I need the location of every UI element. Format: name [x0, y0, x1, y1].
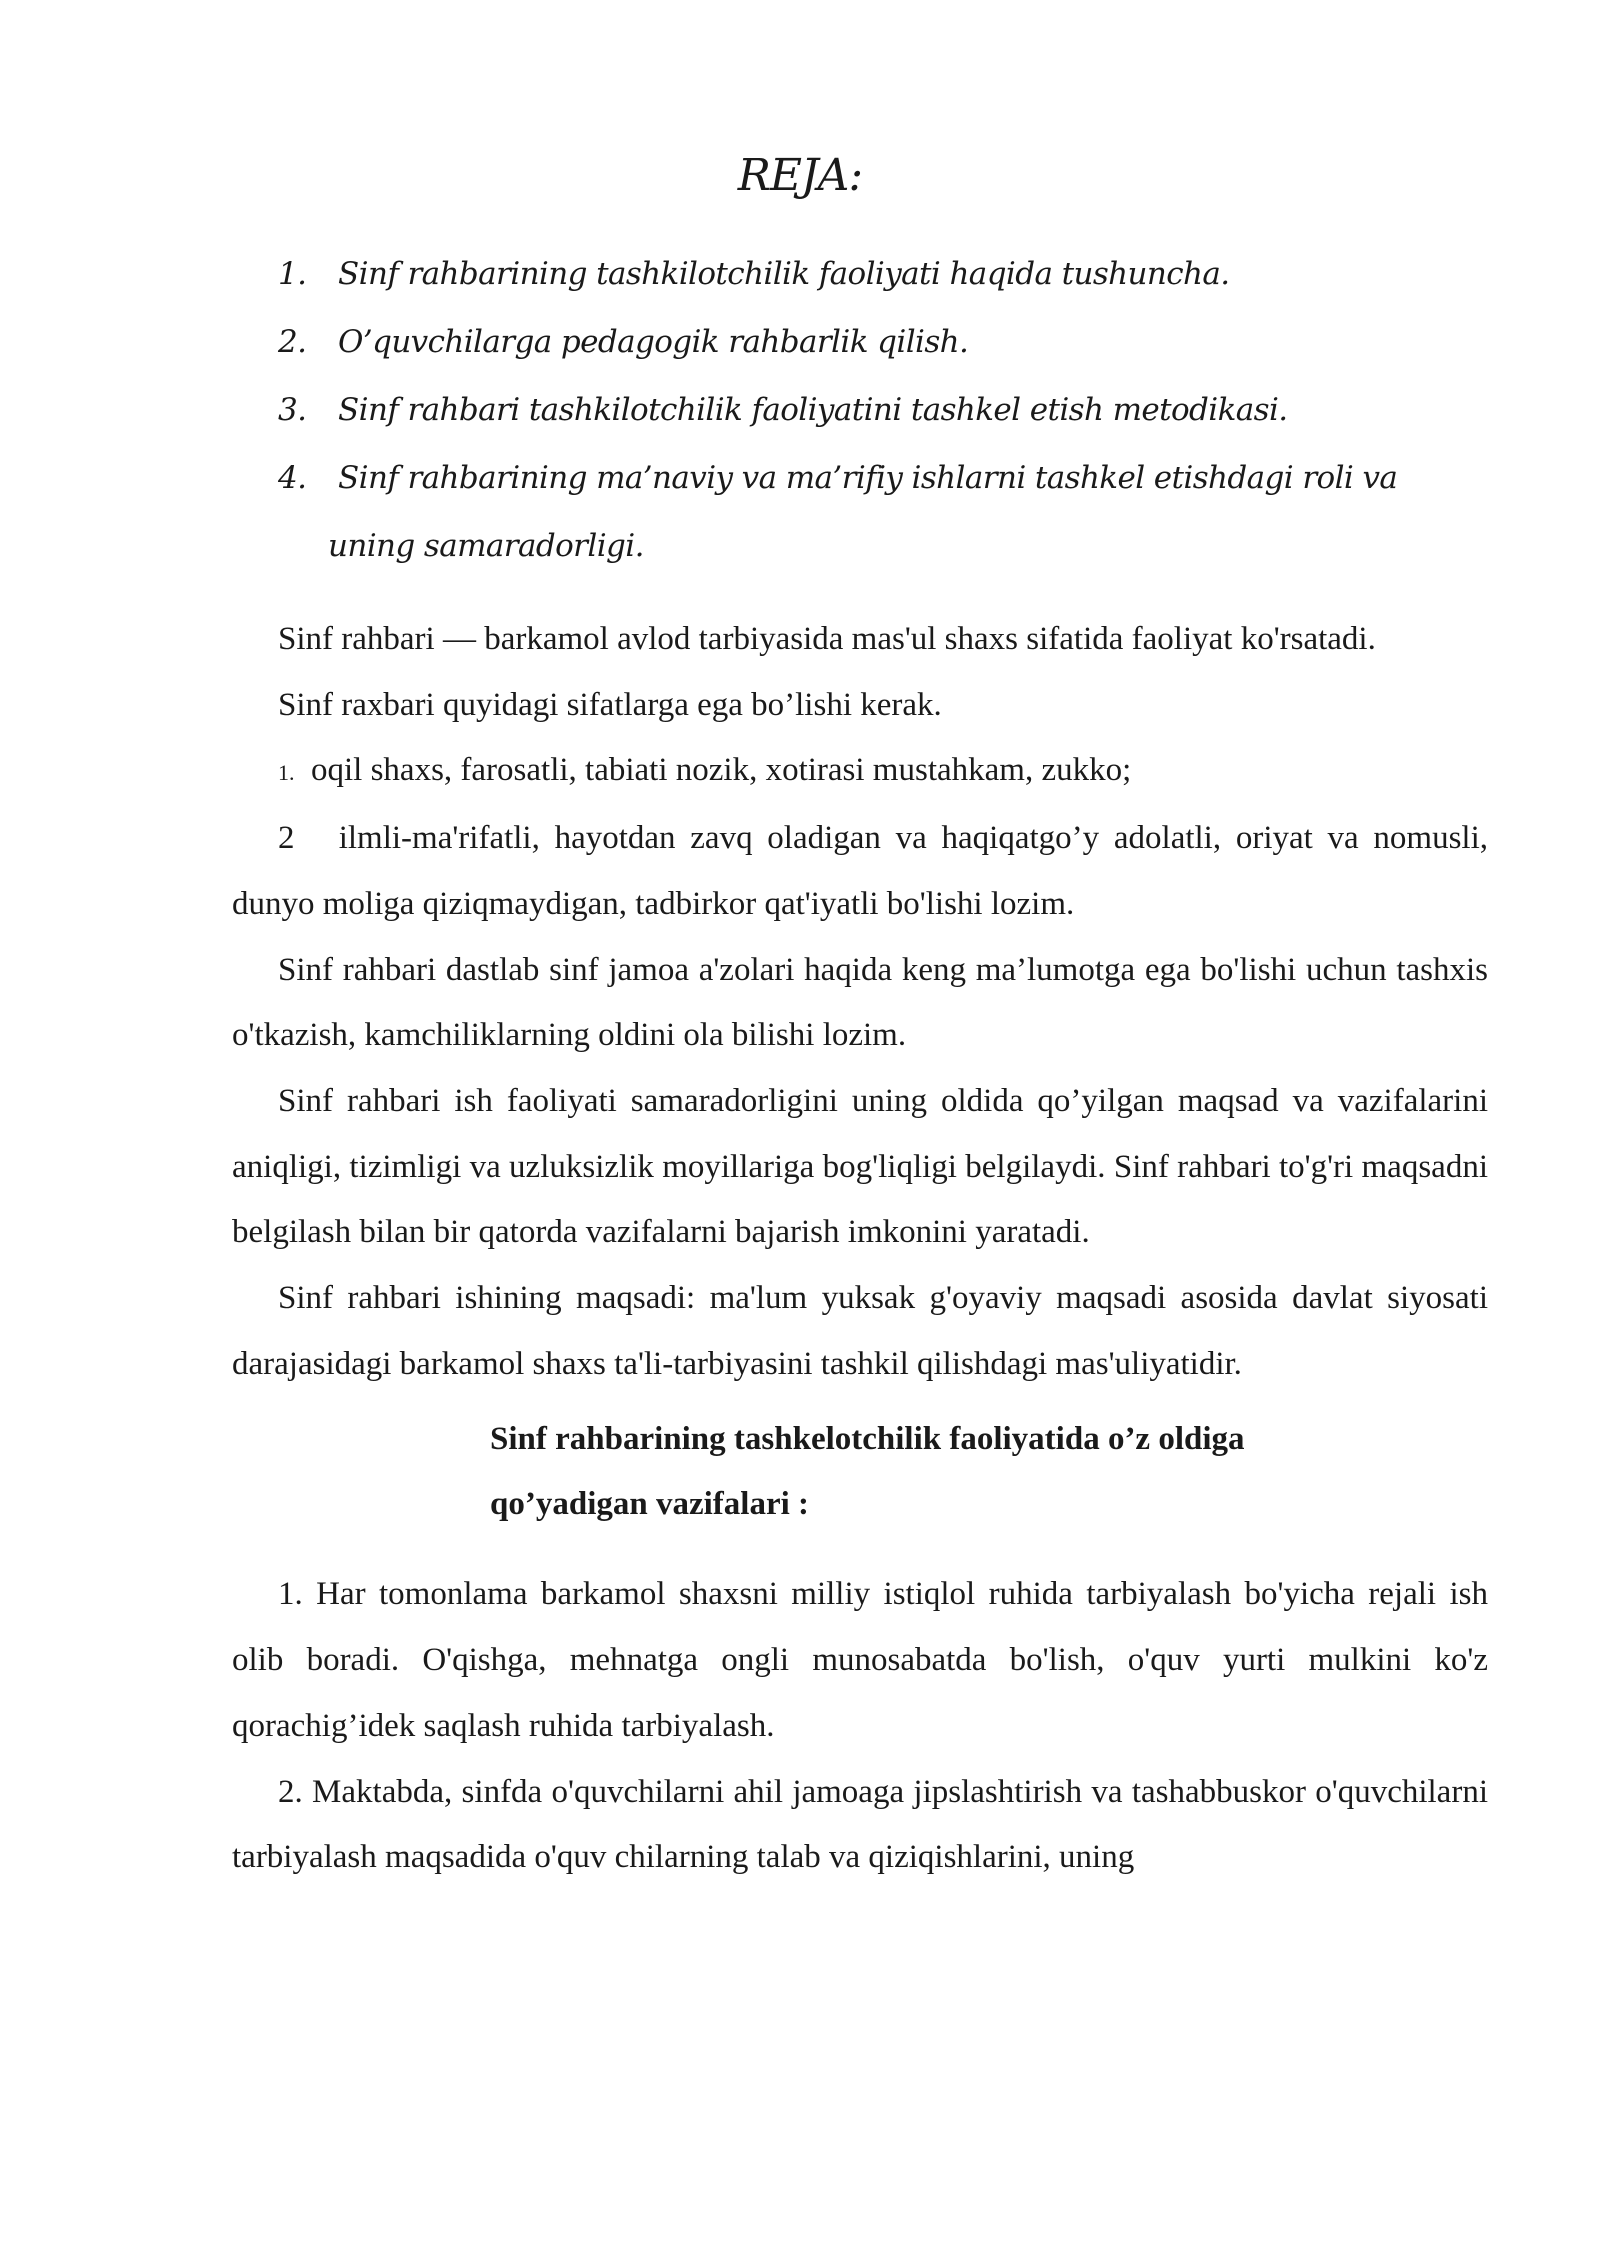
plan-item-text: Sinf rahbarining ma’naviy va ma’rifiy ishlarni tashkel etishdagi roli va: [338, 460, 1398, 496]
numbered-paragraph: [232, 738, 1488, 806]
page-title: REJA:: [737, 150, 863, 201]
plan-item: [278, 444, 1498, 512]
plan-item-text: Sinf rahbari tashkilotchilik faoliyatini tashkel etish metodikasi.: [338, 392, 1288, 428]
plan-list: [278, 240, 1498, 580]
paragraph-text: ilmli-ma'rifatli, hayotdan zavq oladigan va haqiqatgo’y adolatli, oriyat va nomusli, dunyo moliga qiziqmaydigan, tadbirkor qat'iyatli bo'lishi lozim.: [232, 820, 1489, 922]
section-heading: [232, 1407, 1488, 1537]
section-heading-line: qo’yadigan vazifalari :: [490, 1486, 809, 1523]
plan-item-number: 3.: [278, 392, 307, 428]
document-body: [232, 607, 1488, 1891]
paragraph: Sinf rahbari dastlab sinf jamoa a'zolari haqida keng ma’lumotga ega bo'lishi uchun tashxis o'tkazish, kamchiliklarning oldini ola bilishi lozim.: [232, 951, 1488, 1054]
paragraph: Sinf rahbari — barkamol avlod tarbiyasida mas'ul shaxs sifatida faoliyat ko'rsatadi.: [278, 621, 1376, 657]
paragraph: Sinf rahbari ish faoliyati samaradorligini uning oldida qo’yilgan maqsad va vazifalarini aniqligi, tizimligi va uzluksizlik moyillariga bog'liqligi belgilaydi. Sinf rahbari to'g'ri maqsadni belgilash bilan bir qatorda vazifalarni bajarish imkonini yaratadi.: [232, 1082, 1488, 1251]
numbered-paragraph: [232, 806, 1488, 937]
plan-item-number: 2.: [278, 324, 307, 360]
plan-item-number: 1.: [278, 256, 307, 292]
paragraph-text: oqil shaxs, farosatli, tabiati nozik, xotirasi mustahkam, zukko;: [311, 752, 1132, 789]
plan-item-text: Sinf rahbarining tashkilotchilik faoliyati haqida tushuncha.: [338, 256, 1230, 292]
paragraph-number: 1.: [278, 760, 295, 786]
paragraph-number: 2: [278, 820, 295, 857]
plan-item: [278, 240, 1498, 308]
plan-item-continuation-text: uning samaradorligi.: [328, 528, 644, 564]
plan-item: [278, 376, 1498, 444]
plan-item: [278, 308, 1498, 376]
plan-item-continuation: [278, 512, 1498, 580]
task-paragraph: 1. Har tomonlama barkamol shaxsni milliy istiqlol ruhida tarbiyalash bo'yicha rejali ish olib boradi. O'qishga, mehnatga ongli munosabatda bo'lish, o'quv yurti mulkini ko'z qorachig’idek saqlash ruhida tarbiyalash.: [232, 1576, 1488, 1744]
plan-item-number: 4.: [278, 460, 307, 496]
paragraph: Sinf rahbari ishining maqsadi: ma'lum yuksak g'oyaviy maqsadi asosida davlat siyosati darajasidagi barkamol shaxs ta'li-tarbiyasini tashkil qilishdagi mas'uliyatidir.: [232, 1280, 1488, 1382]
paragraph: Sinf raxbari quyidagi sifatlarga ega bo’lishi kerak.: [278, 686, 942, 723]
plan-item-text: O’quvchilarga pedagogik rahbarlik qilish.: [338, 324, 969, 360]
task-paragraph: 2. Maktabda, sinfda o'quvchilarni ahil jamoaga jipslashtirish va tashabbuskor o'quvchilarni tarbiyalash maqsadida o'quv chilarning talab va qiziqishlarini, uning: [232, 1773, 1488, 1876]
section-heading-line: Sinf rahbarining tashkelotchilik faoliyatida o’z oldiga: [490, 1421, 1245, 1458]
